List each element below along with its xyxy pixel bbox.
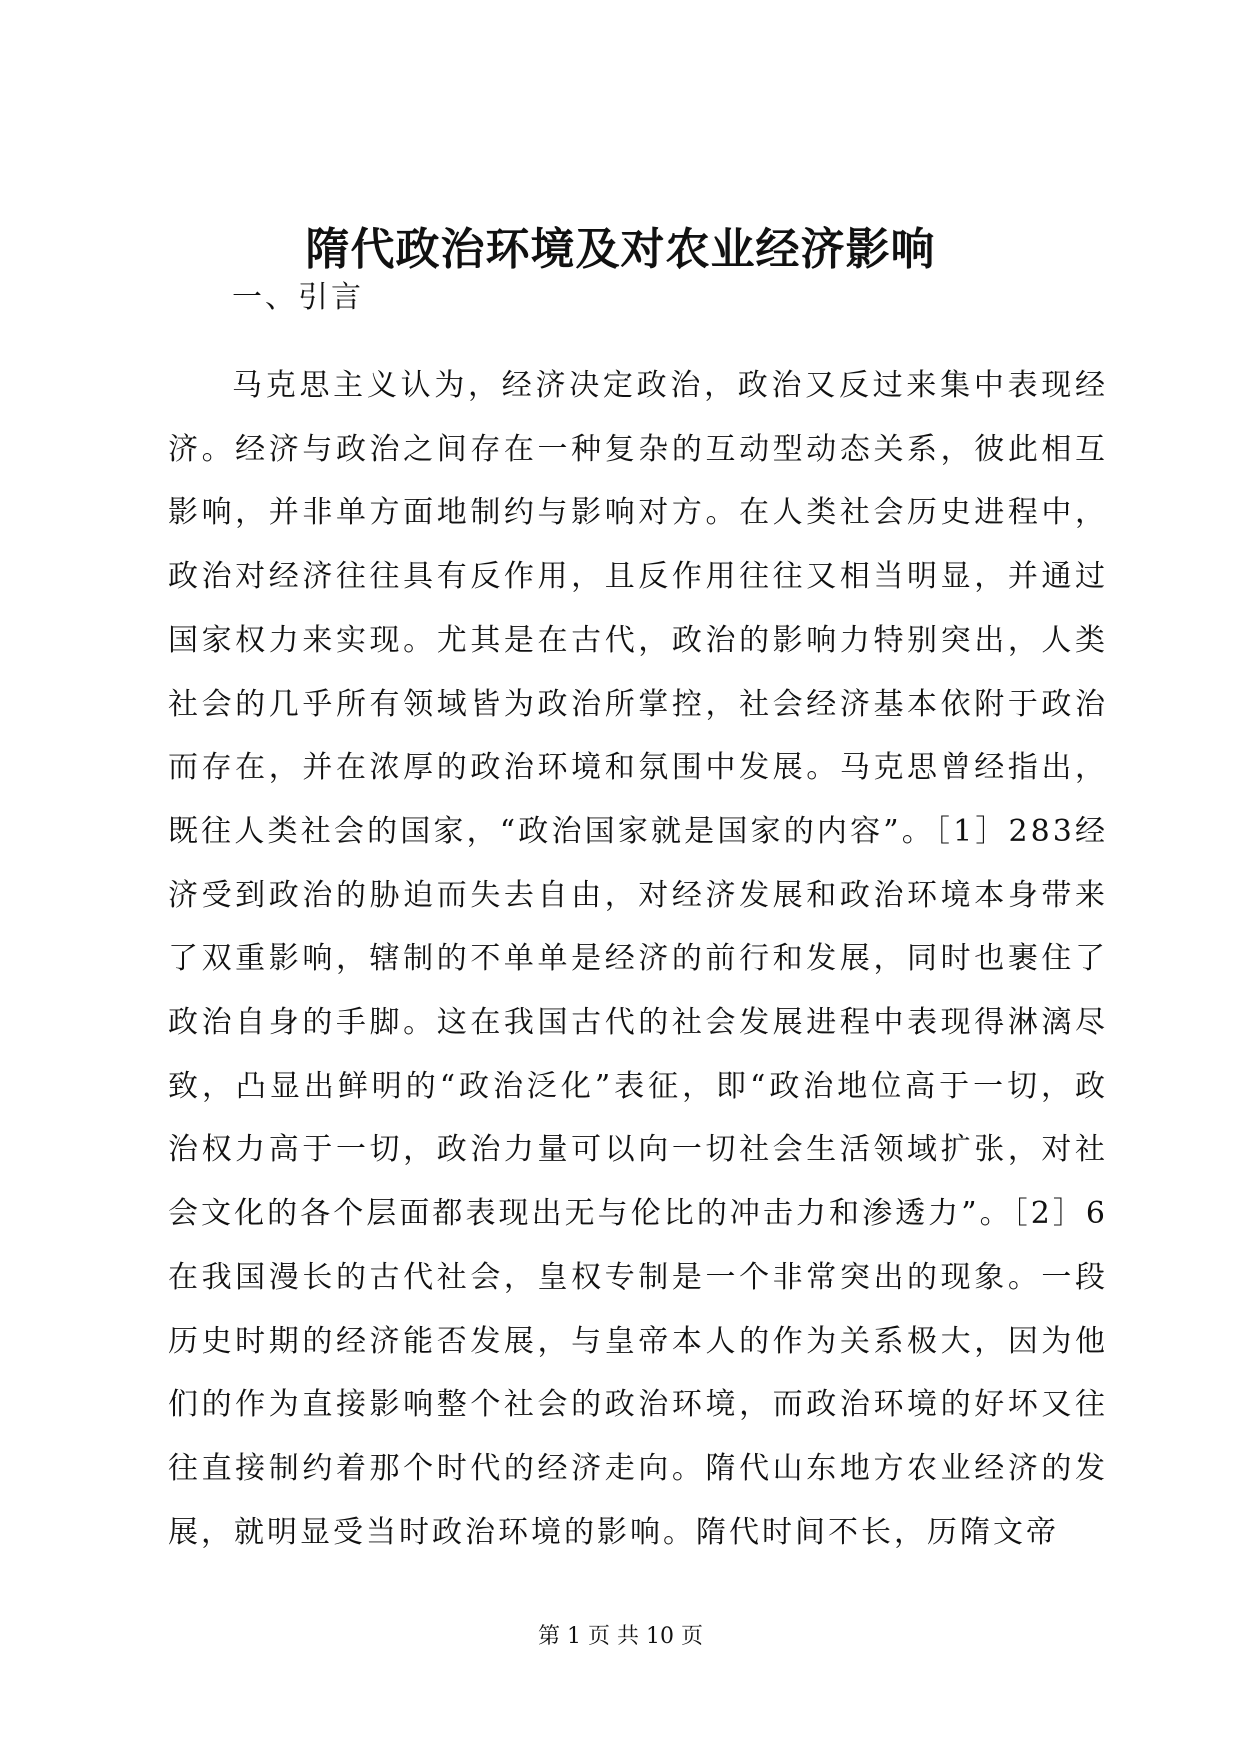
section-heading: 一、引言 [232,280,364,315]
page-footer: 第 1 页 共 10 页 [538,1624,703,1649]
body-paragraph: 马克思主义认为，经济决定政治，政治又反过来集中表现经济。经济与政治之间存在一种复杂的互动型动态关系，彼此相互影响，并非单方面地制约与影响对方。在人类社会历史进程中，政治对经济往往具有反作用，且反作用往往又相当明显，并通过国家权力来实现。尤其是在古代，政治的影响力特别突出，人类社会的几乎所有领域皆为政治所掌控，社会经济基本依附于政治而存在，并在浓厚的政治环境和氛围中发展。马克思曾经指出，既往人类社会的国家，“政治国家就是国家的内容”。［1］283经济受到政治的胁迫而失去自由，对经济发展和政治环境本身带来了双重影响，辖制的不单单是经济的前行和发展，同时也裹住了政治自身的手脚。这在我国古代的社会发展进程中表现得淋漓尽致，凸显出鲜明的“政治泛化”表征，即“政治地位高于一切，政治权力高于一切，政治力量可以向一切社会生活领域扩张，对社会文化的各个层面都表现出无与伦比的冲击力和渗透力”。［2］6在我国漫长的古代社会，皇权专制是一个非常突出的现象。一段历史时期的经济能否发展，与皇帝本人的作为关系极大，因为他们的作为直接影响整个社会的政治环境，而政治环境的好坏又往往直接制约着那个时代的经济走向。隋代山东地方农业经济的发展，就明显受当时政治环境的影响。隋代时间不长，历隋文帝 [168,368,1108,1550]
document-title: 隋代政治环境及对农业经济影响 [305,224,936,275]
